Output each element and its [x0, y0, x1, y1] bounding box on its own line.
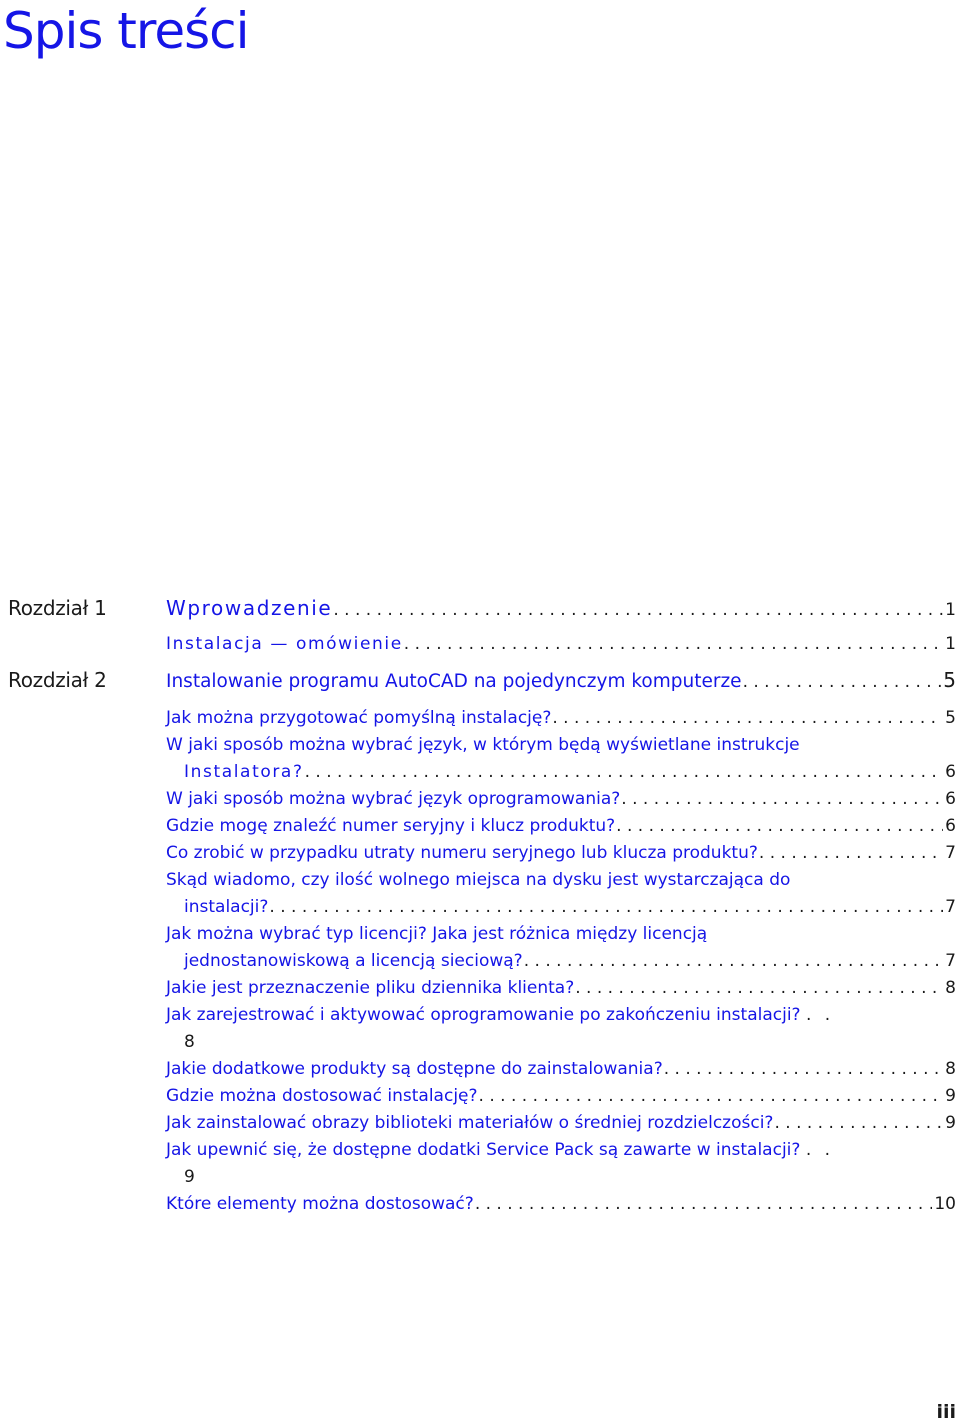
toc-entry-title[interactable]: Co zrobić w przypadku utraty numeru seryjnego lub klucza produktu? — [166, 843, 758, 863]
toc-chapter-heading[interactable] — [166, 666, 956, 694]
toc-entry-title[interactable]: Jak zainstalować obrazy biblioteki materiałów o średniej rozdzielczości? — [166, 1113, 774, 1133]
toc-entry-title[interactable]: Jakie dodatkowe produkty są dostępne do zainstalowania? — [166, 1059, 663, 1079]
chapter-label: Rozdział 2 — [8, 668, 107, 692]
toc-entry[interactable] — [166, 1082, 956, 1110]
toc-leader — [743, 668, 942, 696]
toc-entry[interactable] — [184, 947, 956, 975]
toc-entry[interactable] — [166, 974, 956, 1002]
toc-leader — [475, 1190, 933, 1218]
toc-page-number: 9 — [945, 1113, 956, 1133]
toc-chapter-heading[interactable] — [166, 594, 956, 622]
toc-entry-title[interactable]: Gdzie mogę znaleźć numer seryjny i klucz produktu? — [166, 816, 616, 836]
toc-page-number: 8 — [184, 1032, 195, 1052]
toc-page-number: 6 — [945, 762, 956, 782]
toc-leader — [269, 893, 943, 921]
toc-page-number: 7 — [945, 843, 956, 863]
toc-entry-title[interactable]: Jak zarejestrować i aktywować oprogramowanie po zakończeniu instalacji? — [166, 1005, 801, 1025]
toc-entry[interactable] — [166, 1109, 956, 1137]
toc-entry[interactable] — [184, 758, 956, 786]
toc-leader — [575, 974, 943, 1002]
page-number: iii — [936, 1401, 956, 1423]
toc-leader — [524, 947, 943, 975]
toc-leader — [552, 704, 943, 732]
toc-leader — [305, 758, 944, 786]
toc-entry[interactable] — [184, 893, 956, 921]
toc-entry-title[interactable]: Instalowanie programu AutoCAD na pojedynczym komputerze — [166, 671, 742, 692]
toc-entry[interactable] — [166, 1001, 834, 1029]
toc-entry-title[interactable]: Jak można wybrać typ licencji? Jaka jest różnica między licencją — [166, 924, 708, 944]
toc-entry[interactable] — [166, 1190, 956, 1218]
toc-entry-title[interactable]: W jaki sposób można wybrać język oprogramowania? — [166, 789, 621, 809]
chapter-label: Rozdział 1 — [8, 596, 107, 620]
toc-entry-continuation[interactable]: jednostanowiskową a licencją sieciową? — [184, 951, 523, 971]
toc-leader — [759, 839, 943, 867]
toc-entry-title[interactable]: Wprowadzenie — [166, 596, 333, 620]
toc-entry[interactable] — [166, 704, 956, 732]
toc-page-number: 9 — [184, 1167, 195, 1187]
toc-leader — [479, 1082, 944, 1110]
toc-page-number: 7 — [945, 951, 956, 971]
toc-entry[interactable] — [166, 839, 956, 867]
toc-entry[interactable] — [166, 812, 956, 840]
toc-page-number: 10 — [934, 1194, 956, 1214]
toc-entry-title[interactable]: Instalacja — omówienie — [166, 634, 403, 654]
toc-entry-title[interactable]: Gdzie można dostosować instalację? — [166, 1086, 478, 1106]
toc-page-number: 5 — [945, 708, 956, 728]
toc-leader — [404, 630, 943, 658]
toc-entry-title[interactable]: Które elementy można dostosować? — [166, 1194, 474, 1214]
toc-entry-continuation[interactable]: Instalatora? — [184, 762, 304, 782]
toc-leader: . . — [805, 1005, 835, 1025]
toc-leader — [664, 1055, 943, 1083]
toc-entry-title[interactable]: Skąd wiadomo, czy ilość wolnego miejsca na dysku jest wystarczająca do — [166, 870, 791, 890]
toc-entry-title[interactable]: Jak można przygotować pomyślną instalację? — [166, 708, 552, 728]
toc-entry[interactable] — [166, 630, 956, 658]
toc-leader: . . — [805, 1140, 835, 1160]
toc-page-number: 6 — [945, 816, 956, 836]
toc-page-number: 8 — [945, 978, 956, 998]
page-title: Spis treści — [3, 2, 249, 60]
toc-page-number: 8 — [945, 1059, 956, 1079]
toc-page-number: 5 — [943, 668, 956, 692]
toc-page-number: 9 — [945, 1086, 956, 1106]
toc-entry-title[interactable]: Jak upewnić się, że dostępne dodatki Service Pack są zawarte w instalacji? — [166, 1140, 801, 1160]
toc-page-number: 7 — [945, 897, 956, 917]
toc-entry-continuation[interactable]: instalacji? — [184, 897, 269, 917]
toc-page-number: 1 — [945, 634, 956, 654]
toc-leader — [621, 785, 943, 813]
toc-entry-title[interactable]: W jaki sposób można wybrać język, w którym będą wyświetlane instrukcje — [166, 735, 800, 755]
toc-leader — [616, 812, 943, 840]
toc-page-number: 6 — [945, 789, 956, 809]
toc-entry[interactable] — [166, 1136, 834, 1164]
toc-page-number: 1 — [945, 600, 956, 620]
toc-entry-title[interactable]: Jakie jest przeznaczenie pliku dziennika klienta? — [166, 978, 575, 998]
toc-leader — [333, 596, 943, 624]
toc-entry[interactable] — [166, 1055, 956, 1083]
toc-entry[interactable] — [166, 785, 956, 813]
toc-leader — [774, 1109, 943, 1137]
